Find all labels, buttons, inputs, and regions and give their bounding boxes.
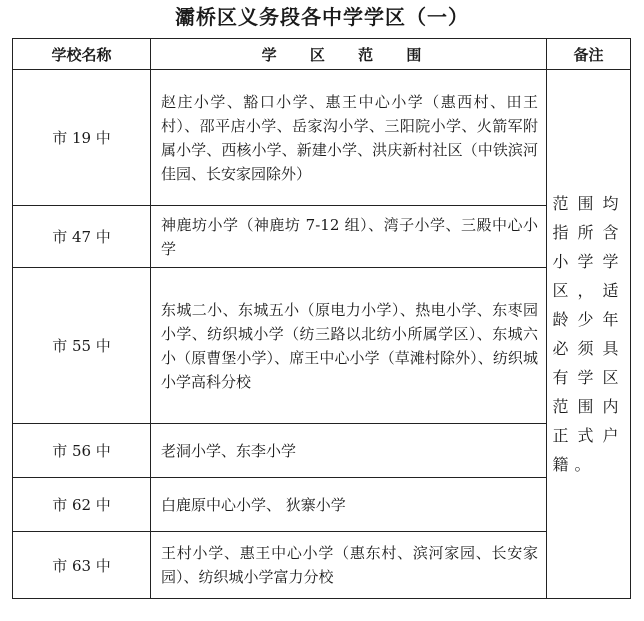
school-name: 市 63 中 xyxy=(13,532,151,599)
district-range: 老洞小学、东李小学 xyxy=(151,424,547,478)
district-range: 赵庄小学、豁口小学、惠王中心小学（惠西村、田王村）、邵平店小学、岳家沟小学、三阳院小学、火箭军附属小学、西核小学、新建小学、洪庆新村社区（中铁滨河佳园、长安家园除外） xyxy=(151,70,547,206)
header-range: 学 区 范 围 xyxy=(151,39,547,70)
district-range: 白鹿原中心小学、 狄寨小学 xyxy=(151,478,547,532)
note-cell xyxy=(547,70,631,599)
district-range: 神鹿坊小学（神鹿坊 7-12 组）、湾子小学、三殿中心小学 xyxy=(151,206,547,268)
page-title: 灞桥区义务段各中学学区（一） xyxy=(175,5,469,29)
note-text: 范围均指所含小学学区，适龄少年必须具有学区范围内正式户籍。 xyxy=(552,194,625,474)
table-row xyxy=(13,206,631,268)
school-name: 市 47 中 xyxy=(13,206,151,268)
table-row xyxy=(13,268,631,424)
table-row xyxy=(13,70,631,206)
school-name: 市 62 中 xyxy=(13,478,151,532)
header-school: 学校名称 xyxy=(13,39,151,70)
table-row xyxy=(13,478,631,532)
school-name: 市 55 中 xyxy=(13,268,151,424)
school-name: 市 56 中 xyxy=(13,424,151,478)
district-range: 王村小学、惠王中心小学（惠东村、滨河家园、长安家园）、纺织城小学富力分校 xyxy=(151,532,547,599)
table-header-row xyxy=(13,39,631,70)
table-row xyxy=(13,424,631,478)
district-range: 东城二小、东城五小（原电力小学）、热电小学、东枣园小学、纺织城小学（纺三路以北纺小所属学区）、东城六小（原曹堡小学）、席王中心小学（草滩村除外）、纺织城小学高科分校 xyxy=(151,268,547,424)
table-row xyxy=(13,532,631,599)
school-district-table xyxy=(12,38,631,599)
school-name: 市 19 中 xyxy=(13,70,151,206)
header-note: 备注 xyxy=(547,39,631,70)
